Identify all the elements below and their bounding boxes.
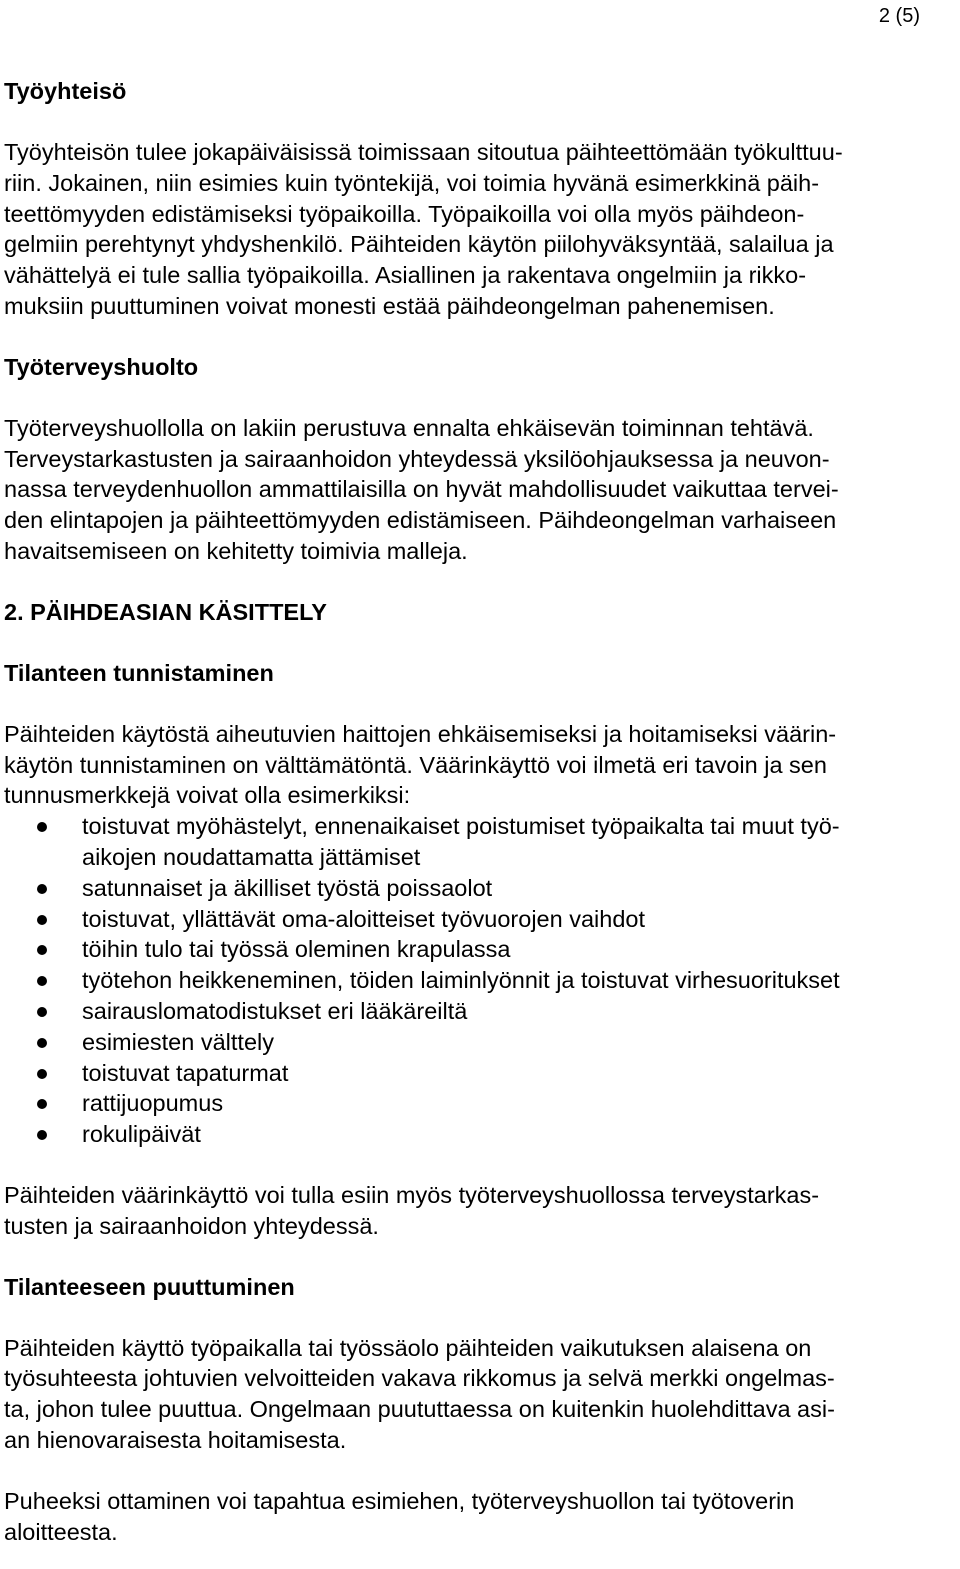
heading-tyoyhteiso: Työyhteisö — [4, 78, 127, 104]
text-line: toistuvat, yllättävät oma-aloitteiset työvuorojen vaihdot — [82, 905, 645, 932]
text-line: teettömyyden edistämiseksi työpaikoilla. Työpaikoilla voi olla myös päihdeon- — [4, 200, 805, 227]
text-line: Työterveyshuollolla on lakiin perustuva ennalta ehkäisevän toiminnan tehtävä. — [4, 414, 814, 441]
text-line: töihin tulo tai työssä oleminen krapulassa — [82, 936, 511, 963]
bullet-icon — [37, 822, 47, 832]
text-line: toistuvat tapaturmat — [82, 1059, 289, 1086]
text-line: työtehon heikkeneminen, töiden laiminlyönnit ja toistuvat virhesuoritukset — [82, 967, 840, 994]
bullet-icon — [37, 976, 47, 986]
paragraph-puheeksi-ottaminen — [4, 1486, 954, 1548]
list-item — [4, 811, 954, 873]
bullet-icon — [37, 915, 47, 925]
text-line: esimiesten välttely — [82, 1028, 274, 1055]
paragraph-puuttuminen — [4, 1333, 954, 1456]
text-line: Päihteiden käyttö työpaikalla tai työssäolo päihteiden vaikutuksen alaisena on — [4, 1334, 812, 1361]
list-item — [4, 996, 954, 1027]
bullet-icon — [37, 945, 47, 955]
text-line: Päihteiden väärinkäyttö voi tulla esiin myös työterveyshuollossa terveystarkas- — [4, 1181, 820, 1208]
text-line: aikojen noudattamatta jättämiset — [82, 843, 421, 870]
list-item — [4, 904, 954, 935]
text-line: aloitteesta. — [4, 1518, 118, 1545]
list-item — [4, 873, 954, 904]
text-line: an hienovaraisesta hoitamisesta. — [4, 1426, 347, 1453]
text-line: tunnusmerkkejä voivat olla esimerkiksi: — [4, 782, 411, 809]
heading-tyoterveyshuolto: Työterveyshuolto — [4, 353, 199, 380]
bullet-icon — [37, 884, 47, 894]
document-body — [4, 76, 954, 1547]
bullet-icon — [37, 1007, 47, 1017]
text-line: Työyhteisön tulee jokapäiväisissä toimissaan sitoutua päihteettömään työkulttuu- — [4, 139, 843, 165]
text-line: ta, johon tulee puuttua. Ongelmaan puututtaessa on kuitenkin huolehdittava asi- — [4, 1396, 835, 1423]
page-number: 2 (5) — [878, 5, 920, 27]
paragraph-tunnistaminen-intro — [4, 719, 954, 811]
list-item — [4, 934, 954, 965]
list-item — [4, 1119, 954, 1150]
list-item — [4, 965, 954, 996]
text-line: rattijuopumus — [82, 1090, 224, 1117]
list-item — [4, 1058, 954, 1089]
text-line: havaitsemiseen on kehitetty toimivia malleja. — [4, 537, 468, 564]
bullet-icon — [37, 1038, 47, 1048]
text-line: sairauslomatodistukset eri lääkäreiltä — [82, 997, 468, 1024]
text-line: riin. Jokainen, niin esimies kuin työntekijä, voi toimia hyvänä esimerkkinä päih- — [4, 169, 820, 196]
bullet-icon — [37, 1099, 47, 1109]
text-line: Puheeksi ottaminen voi tapahtua esimiehen, työterveyshuollon tai työtoverin — [4, 1487, 795, 1514]
text-line: vähättelyä ei tule sallia työpaikoilla. Asiallinen ja rakentava ongelmiin ja rikko- — [4, 262, 807, 289]
heading-tilanteeseen-puuttuminen: Tilanteeseen puuttuminen — [4, 1273, 295, 1300]
bullet-icon — [37, 1069, 47, 1079]
text-line: tusten ja sairaanhoidon yhteydessä. — [4, 1212, 379, 1239]
text-line: Terveystarkastusten ja sairaanhoidon yhteydessä yksilöohjauksessa ja neuvon- — [4, 445, 830, 472]
text-line: rokulipäivät — [82, 1121, 201, 1148]
paragraph-tyoyhteiso — [4, 137, 954, 322]
text-line: satunnaiset ja äkilliset työstä poissaolot — [82, 874, 493, 901]
text-line: toistuvat myöhästelyt, ennenaikaiset poistumiset työpaikalta tai muut työ- — [82, 813, 840, 840]
section-title: 2. PÄIHDEASIAN KÄSITTELY — [4, 598, 327, 625]
paragraph-tyoterveyshuolto — [4, 413, 954, 567]
symptom-list — [4, 811, 954, 1150]
text-line: gelmiin perehtynyt yhdyshenkilö. Päihteiden käytön piilohyväksyntää, salailua ja — [4, 231, 834, 258]
text-line: nassa terveydenhuollon ammattilaisilla on hyvät mahdollisuudet vaikuttaa tervei- — [4, 476, 839, 503]
text-line: muksiin puuttuminen voivat monesti estää päihdeongelman pahenemisen. — [4, 292, 775, 319]
heading-tilanteen-tunnistaminen: Tilanteen tunnistaminen — [4, 659, 274, 686]
list-item — [4, 1088, 954, 1119]
paragraph-tunnistaminen-outro — [4, 1180, 954, 1242]
text-line: käytön tunnistaminen on välttämätöntä. Väärinkäyttö voi ilmetä eri tavoin ja sen — [4, 751, 827, 778]
text-line: den elintapojen ja päihteettömyyden edistämiseen. Päihdeongelman varhaiseen — [4, 507, 837, 534]
text-line: työsuhteesta johtuvien velvoitteiden vakava rikkomus ja selvä merkki ongelmas- — [4, 1365, 835, 1392]
list-item — [4, 1027, 954, 1058]
bullet-icon — [37, 1130, 47, 1140]
text-line: Päihteiden käytöstä aiheutuvien haittojen ehkäisemiseksi ja hoitamiseksi väärin- — [4, 720, 837, 747]
